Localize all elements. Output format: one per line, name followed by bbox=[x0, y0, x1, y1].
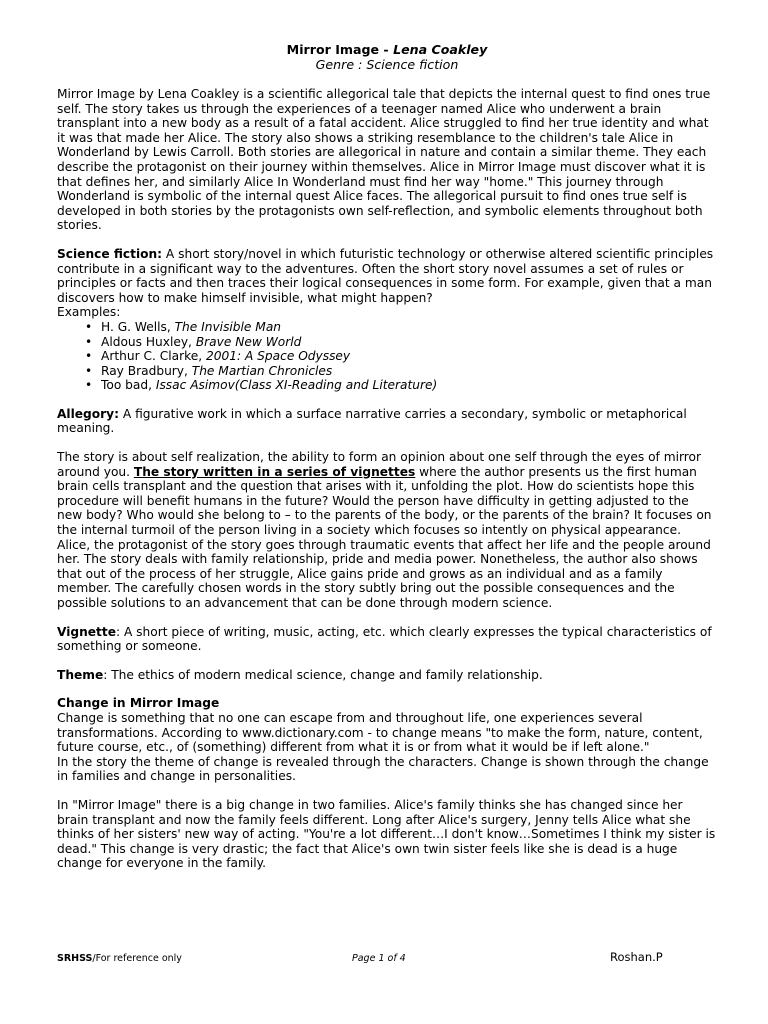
example-work: The Invisible Man bbox=[174, 319, 282, 334]
story-paragraph bbox=[57, 450, 717, 611]
vignette-term: Vignette bbox=[57, 624, 116, 639]
list-item bbox=[101, 320, 717, 335]
example-work: The Martian Chronicles bbox=[191, 363, 333, 378]
list-item bbox=[101, 335, 717, 350]
example-author: Arthur C. Clarke, bbox=[101, 349, 206, 364]
science-fiction-text: A short story/novel in which futuristic technology or otherwise altered scientific principles contribute in a significant way to the adventures. Often the short story novel assumes a set of rules or principles or facts and then traces their logical consequences in some form. For example, given that a man discovers how to make himself invisible, what might happen? bbox=[57, 246, 714, 305]
footer-school: SRHSS bbox=[57, 953, 93, 964]
theme-text: : The ethics of modern medical science, change and family relationship. bbox=[103, 667, 543, 682]
list-item bbox=[101, 349, 717, 364]
example-author: Too bad, bbox=[101, 378, 156, 393]
story-text-1: The story is about self realization, the ability to form an opinion about one self through the eyes of mirror around you. bbox=[57, 450, 701, 479]
example-author: H. G. Wells, bbox=[101, 319, 175, 334]
example-author: Aldous Huxley, bbox=[101, 334, 196, 349]
title-author: Lena Coakley bbox=[393, 42, 488, 57]
example-author: Ray Bradbury, bbox=[101, 363, 192, 378]
examples-label: Examples: bbox=[57, 305, 121, 320]
document-title bbox=[57, 42, 717, 57]
example-work: Issac Asimov(Class XI-Reading and Literature) bbox=[155, 378, 438, 393]
allegory-definition bbox=[57, 407, 717, 436]
example-work: Brave New World bbox=[195, 334, 302, 349]
science-fiction-definition bbox=[57, 247, 717, 305]
change-paragraph-1: Change is something that no one can escape from and throughout life, one experiences several transformations. According to www.dictionary.com - to change means "to make the form, nature, content, future course, etc., of (something) different from what it is or from what it would be if left alone." bbox=[57, 710, 703, 755]
footer-left bbox=[57, 952, 182, 967]
vignette-text: : A short piece of writing, music, acting, etc. which clearly expresses the typical characteristics of something or someone. bbox=[57, 624, 712, 654]
science-fiction-term: Science fiction: bbox=[57, 246, 163, 261]
allegory-term: Allegory: bbox=[57, 406, 119, 421]
footer-note: /For reference only bbox=[92, 953, 182, 964]
story-underlined-text: The story written in a series of vignettes bbox=[133, 464, 416, 479]
document-page bbox=[57, 42, 717, 871]
page-number: Page 1 of 4 bbox=[352, 953, 406, 964]
list-item bbox=[101, 378, 717, 393]
example-work: 2001: A Space Odyssey bbox=[205, 349, 351, 364]
genre-line: Genre : Science fiction bbox=[315, 57, 459, 72]
examples-list bbox=[57, 320, 717, 393]
page-footer bbox=[57, 950, 717, 966]
list-item bbox=[101, 364, 717, 379]
story-text-2: where the author presents us the first human brain cells transplant and the question that arises with it, unfolding the plot. How do scientists hope this procedure will benefit humans in the future? Would the person have difficulty in getting adjusted to the new body? Who would she belong to – to the parents of the body, or the parents of the brain? It focuses on the internal turmoil of the person living in a society which focuses so intently on physical appearance. Alice, the protagonist of the story goes through traumatic events that affect her life and the people around her. The story deals with family relationship, pride and media power. Nonetheless, the author also shows that out of the process of her struggle, Alice gains pride and grows as an individual and as a family member. The carefully chosen words in the story subtly bring out the possible consequences and the possible solutions to an advancement that can be done through modern science. bbox=[57, 464, 712, 610]
change-paragraph-2: In the story the theme of change is revealed through the characters. Change is shown through the change in families and change in personalities. bbox=[57, 754, 709, 784]
title-text: Mirror Image - bbox=[286, 42, 394, 57]
intro-paragraph: Mirror Image by Lena Coakley is a scientific allegorical tale that depicts the internal quest to find ones true self. The story takes us through the experiences of a teenager named Alice who underwent a brain transplant into a new body as a result of a fatal accident. Alice struggled to find her true identity and what it was that made her Alice. The story also shows a striking resemblance to the children's tale Alice in Wonderland by Lewis Carroll. Both stories are allegorical in nature and contain a similar theme. They each describe the protagonist on their journey within themselves. Alice in Mirror Image must discover what it is that defines her, and similarly Alice In Wonderland must find her way "home." This journey through Wonderland is symbolic of the internal quest Alice faces. The allegorical pursuit to find ones true self is developed in both stories by the protagonists own self-reflection, and symbolic elements throughout both stories. bbox=[57, 87, 711, 233]
change-heading: Change in Mirror Image bbox=[57, 696, 220, 711]
footer-author: Roshan.P bbox=[610, 950, 663, 964]
vignette-definition bbox=[57, 625, 717, 654]
change-paragraph-3: In "Mirror Image" there is a big change in two families. Alice's family thinks she has changed since her brain transplant and now the family feels different. Long after Alice's surgery, Jenny tells Alice what she thinks of her sisters' new way of acting. "You're a lot different…I don't know…Sometimes I think my sister is dead." This change is very drastic; the fact that Alice's own twin sister feels like she is dead is a huge change for everyone in the family. bbox=[57, 797, 716, 871]
allegory-text: A figurative work in which a surface narrative carries a secondary, symbolic or metaphorical meaning. bbox=[57, 406, 687, 436]
theme-term: Theme bbox=[57, 667, 104, 682]
theme-definition bbox=[57, 668, 717, 683]
